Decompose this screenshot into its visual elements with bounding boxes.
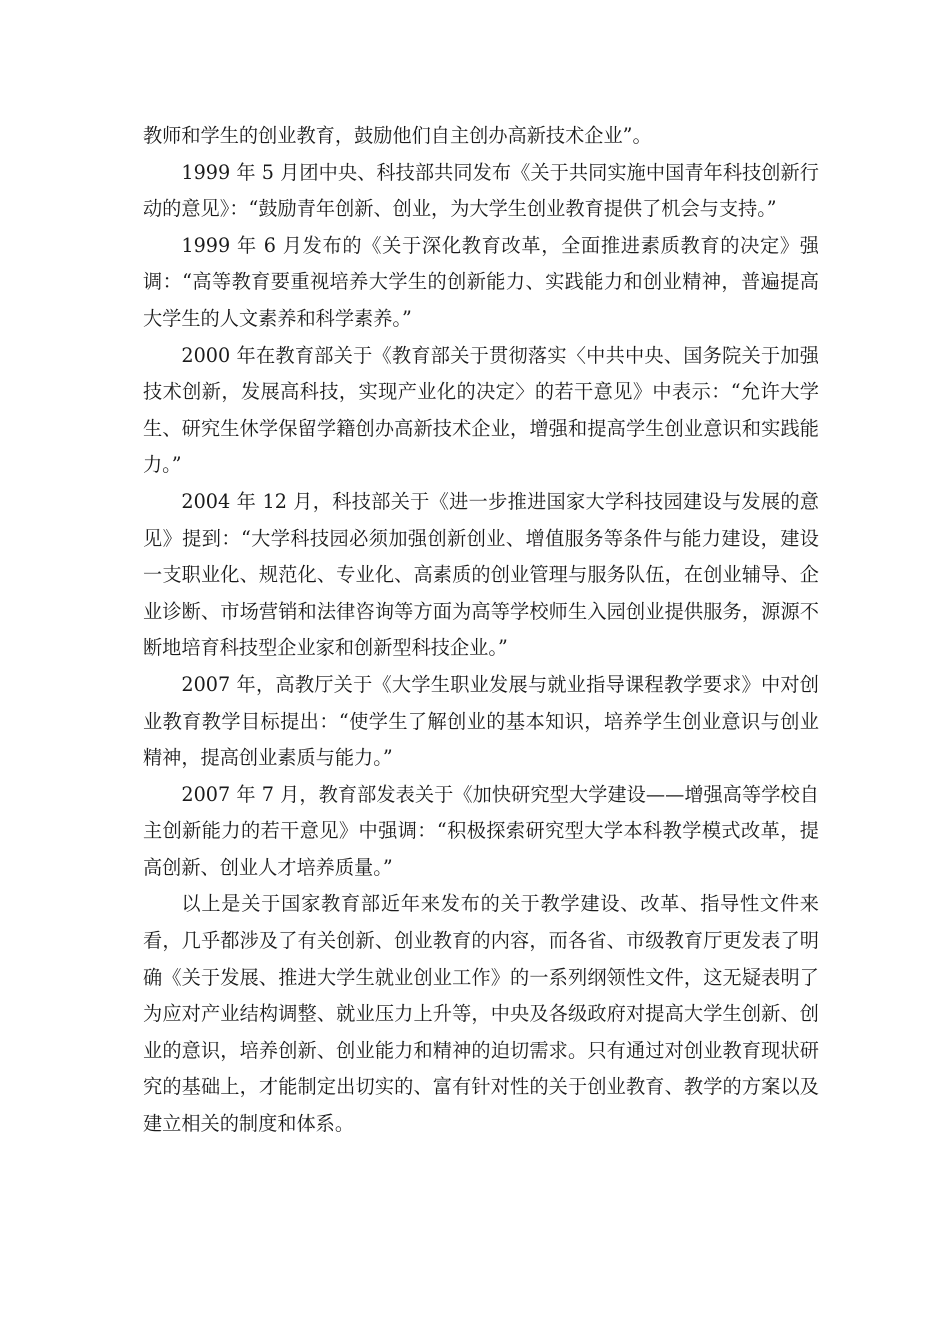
paragraph-summary: 以上是关于国家教育部近年来发布的关于教学建设、改革、指导性文件来看，几乎都涉及了有关创新、创业教育的内容，而各省、市级教育厅更发表了明确《关于发展、推进大学生就业创业工作》的一系列纲领性文件，这无疑表明了为应对产业结构调整、就业压力上升等，中央及各级政府对提高大学生创新、创业的意识，培养创新、创业能力和精神的迫切需求。只有通过对创业教育现状研究的基础上，才能制定出切实的、富有针对性的关于创业教育、教学的方案以及建立相关的制度和体系。 [143, 892, 819, 1136]
paragraph-2004-december: 2004 年 12 月，科技部关于《进一步推进国家大学科技园建设与发展的意见》提到：“大学科技园必须加强创新创业、增值服务等条件与能力建设，建设一支职业化、规范化、专业化、高素质的创业管理与服务队伍，在创业辅导、企业诊断、市场营销和法律咨询等方面为高等学校师生入园创业提供服务，源源不断地培育科技型企业家和创新型科技企业。” [143, 489, 819, 660]
document-body [143, 118, 819, 1143]
paragraph-2007: 2007 年，高教厅关于《大学生职业发展与就业指导课程教学要求》中对创业教育教学目标提出：“使学生了解创业的基本知识，培养学生创业意识与创业精神，提高创业素质与能力。” [143, 672, 819, 770]
paragraph-1999-may: 1999 年 5 月团中央、科技部共同发布《关于共同实施中国青年科技创新行动的意见》：“鼓励青年创新、创业，为大学生创业教育提供了机会与支持。” [143, 160, 819, 221]
paragraph-1999-june: 1999 年 6 月发布的《关于深化教育改革，全面推进素质教育的决定》强调：“高等教育要重视培养大学生的创新能力、实践能力和创业精神，普遍提高大学生的人文素养和科学素养。” [143, 233, 819, 330]
paragraph-continuation: 教师和学生的创业教育，鼓励他们自主创办高新技术企业”。 [143, 124, 652, 147]
paragraph-2000: 2000 年在教育部关于《教育部关于贯彻落实〈中共中央、国务院关于加强技术创新，发展高科技，实现产业化的决定〉的若干意见》中表示：“允许大学生、研究生休学保留学籍创办高新技术企业，增强和提高学生创业意识和实践能力。” [143, 343, 819, 477]
paragraph-2007-july: 2007 年 7 月，教育部发表关于《加快研究型大学建设——增强高等学校自主创新能力的若干意见》中强调：“积极探索研究型大学本科教学模式改革，提高创新、创业人才培养质量。” [143, 782, 819, 879]
